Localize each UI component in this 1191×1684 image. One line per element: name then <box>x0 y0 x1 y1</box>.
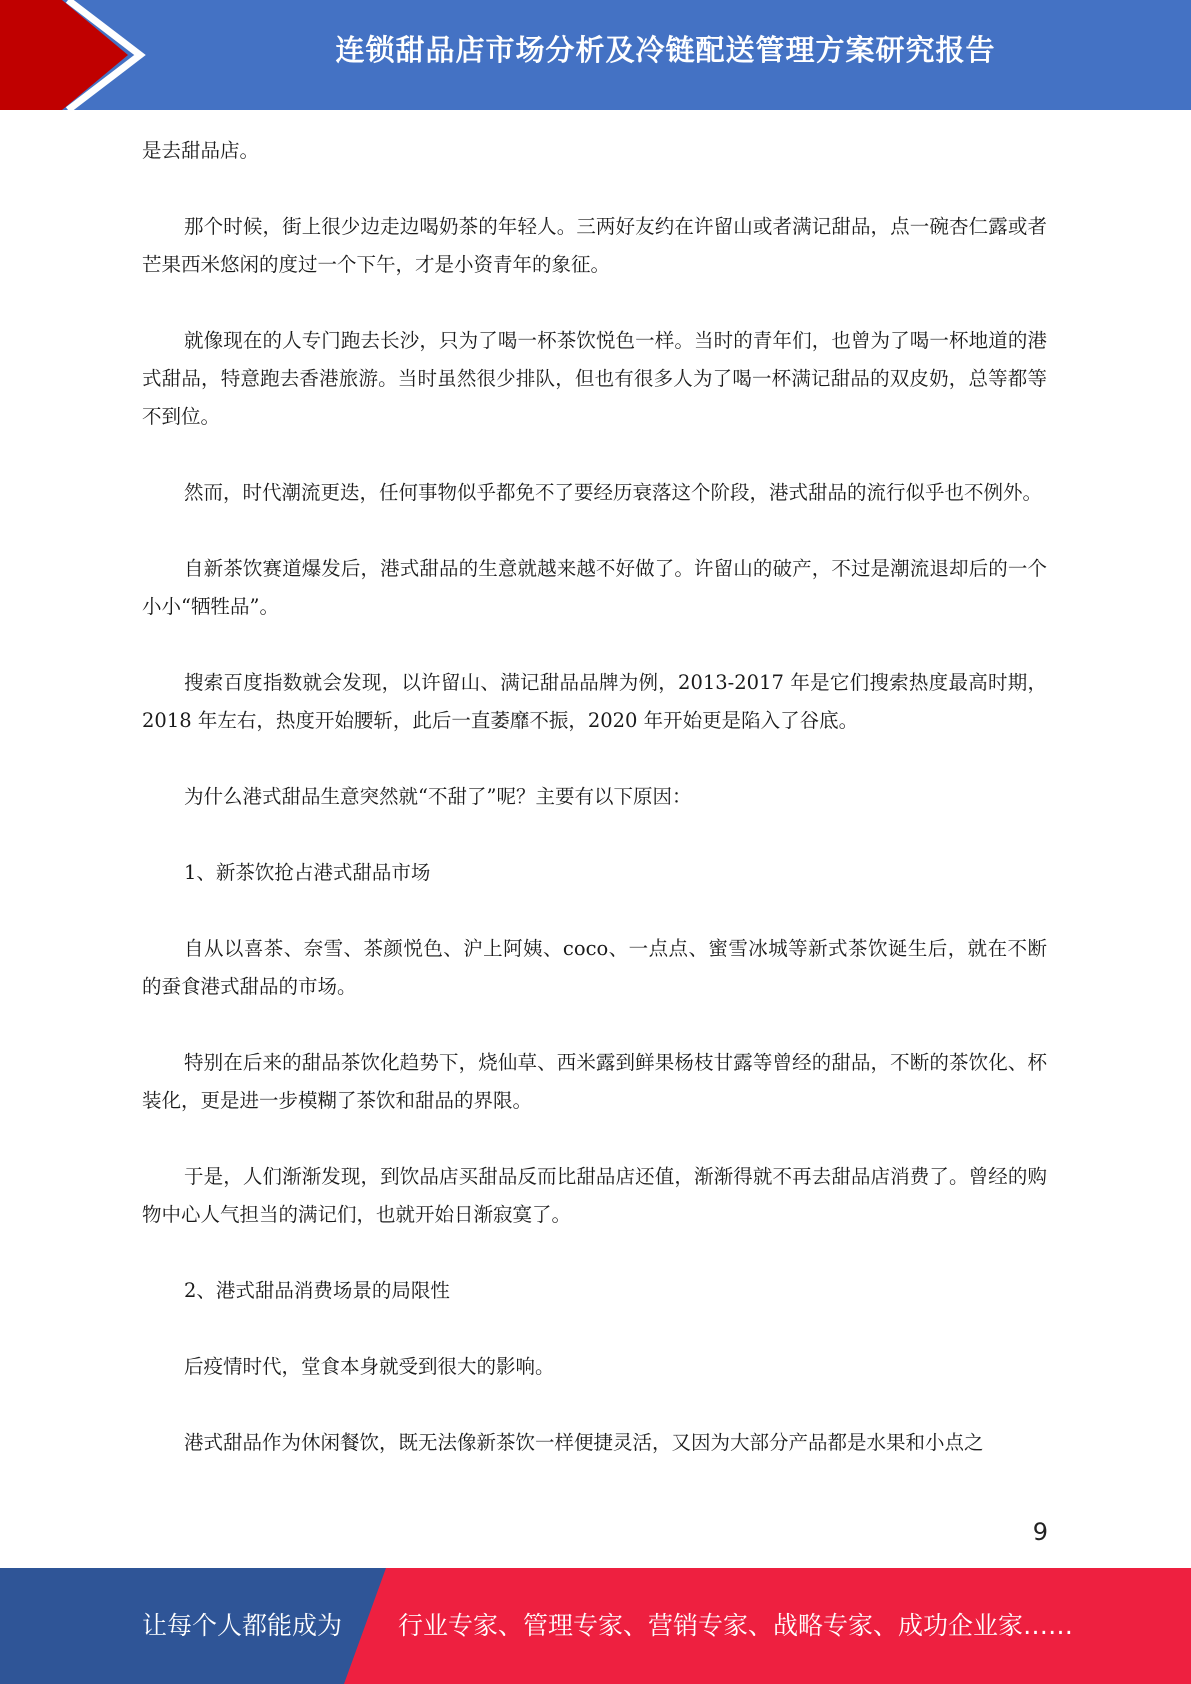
page-number: 9 <box>1032 1518 1048 1546</box>
body-paragraph: 然而，时代潮流更迭，任何事物似乎都免不了要经历衰落这个阶段，港式甜品的流行似乎也不例外。 <box>184 481 1043 504</box>
body-paragraph: 自新茶饮赛道爆发后，港式甜品的生意就越来越不好做了。许留山的破产，不过是潮流退却后的一个小小“牺牲品”。 <box>142 557 1047 618</box>
footer-slogan-left: 让每个人都能成为 <box>142 1611 343 1640</box>
body-paragraph: 是去甜品店。 <box>142 139 260 162</box>
page-footer <box>0 1568 1191 1684</box>
footer-slogan-right: 行业专家、管理专家、营销专家、战略专家、成功企业家…… <box>398 1611 1074 1640</box>
body-paragraph: 港式甜品作为休闲餐饮，既无法像新茶饮一样便捷灵活，又因为大部分产品都是水果和小点之 <box>184 1431 984 1454</box>
report-title: 连锁甜品店市场分析及冷链配送管理方案研究报告 <box>335 33 996 67</box>
body-paragraph: 就像现在的人专门跑去长沙，只为了喝一杯茶饮悦色一样。当时的青年们，也曾为了喝一杯地道的港式甜品，特意跑去香港旅游。当时虽然很少排队，但也有很多人为了喝一杯满记甜品的双皮奶，总等都等不到位。 <box>142 329 1047 428</box>
body-paragraph: 后疫情时代，堂食本身就受到很大的影响。 <box>184 1355 555 1378</box>
body-paragraph: 那个时候，街上很少边走边喝奶茶的年轻人。三两好友约在许留山或者满记甜品，点一碗杏仁露或者芒果西米悠闲的度过一个下午，才是小资青年的象征。 <box>142 215 1047 276</box>
body-paragraph: 自从以喜茶、奈雪、茶颜悦色、沪上阿姨、coco、一点点、蜜雪冰城等新式茶饮诞生后，就在不断的蚕食港式甜品的市场。 <box>142 937 1047 998</box>
page-header <box>0 0 1191 110</box>
body-paragraph: 特别在后来的甜品茶饮化趋势下，烧仙草、西米露到鲜果杨枝甘露等曾经的甜品，不断的茶饮化、杯装化，更是进一步模糊了茶饮和甜品的界限。 <box>142 1051 1047 1112</box>
body-paragraph: 为什么港式甜品生意突然就“不甜了”呢？主要有以下原因： <box>184 785 692 808</box>
body-paragraph: 于是，人们渐渐发现，到饮品店买甜品反而比甜品店还值，渐渐得就不再去甜品店消费了。曾经的购物中心人气担当的满记们，也就开始日渐寂寞了。 <box>142 1165 1047 1226</box>
header-arrow-decoration <box>0 0 160 110</box>
document-body <box>142 132 1047 1500</box>
body-paragraph: 搜索百度指数就会发现，以许留山、满记甜品品牌为例，2013-2017 年是它们搜索热度最高时期，2018 年左右，热度开始腰斩，此后一直萎靡不振，2020 年开始更是陷入了谷底。 <box>142 671 1047 732</box>
body-paragraph: 2、港式甜品消费场景的局限性 <box>184 1279 450 1302</box>
body-paragraph: 1、新茶饮抢占港式甜品市场 <box>184 861 431 884</box>
